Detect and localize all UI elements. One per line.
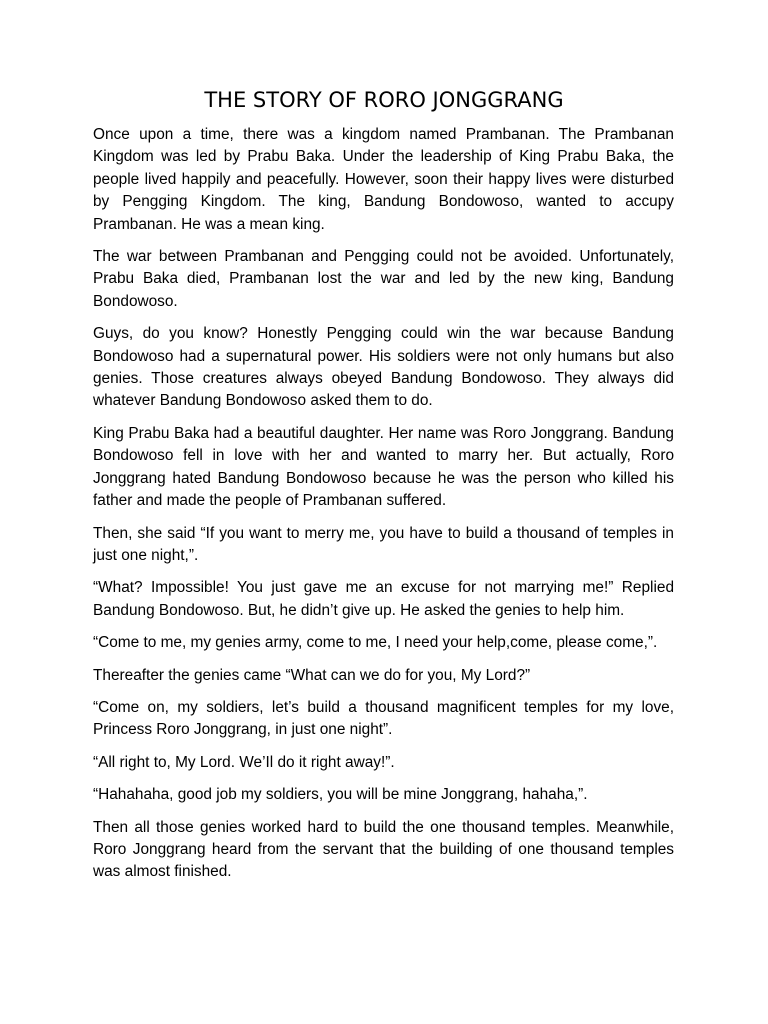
paragraph: “What? Impossible! You just gave me an excuse for not marrying me!” Replied Bandung Bondowoso. But, he didn’t give up. He asked the genies to help him. <box>93 579 674 619</box>
paragraph: “Hahahaha, good job my soldiers, you will be mine Jonggrang, hahaha,”. <box>93 786 588 804</box>
paragraph: The war between Prambanan and Pengging could not be avoided. Unfortunately, Prabu Baka died, Prambanan lost the war and led by the new king, Bandung Bondowoso. <box>93 248 674 310</box>
paragraph: King Prabu Baka had a beautiful daughter. Her name was Roro Jonggrang. Bandung Bondowoso fell in love with her and wanted to marry her. But actually, Roro Jonggrang hated Bandung Bondowoso because he was the person who killed his father and made the people of Prambanan suffered. <box>93 424 674 510</box>
paragraph: Then all those genies worked hard to build the one thousand temples. Meanwhile, Roro Jonggrang heard from the servant that the building of one thousand temples was almost finished. <box>93 818 674 881</box>
document-body <box>93 124 674 894</box>
document-title: THE STORY OF RORO JONGGRANG <box>204 88 564 112</box>
paragraph: “Come to me, my genies army, come to me, I need your help,come, please come,”. <box>93 634 658 652</box>
paragraph: Once upon a time, there was a kingdom named Prambanan. The Prambanan Kingdom was led by Prabu Baka. Under the leadership of King Prabu Baka, the people lived happily and peacefully. However, soon their happy lives were disturbed by Pengging Kingdom. The king, Bandung Bondowoso, wanted to accupy Prambanan. He was a mean king. <box>93 126 674 233</box>
paragraph: Thereafter the genies came “What can we do for you, My Lord?” <box>93 666 531 684</box>
paragraph: Then, she said “If you want to merry me, you have to build a thousand of temples in just one night,”. <box>93 524 674 564</box>
paragraph: Guys, do you know? Honestly Pengging could win the war because Bandung Bondowoso had a supernatural power. His soldiers were not only humans but also genies. Those creatures always obeyed Bandung Bondowoso. They always did whatever Bandung Bondowoso asked them to do. <box>93 325 674 410</box>
paragraph: “All right to, My Lord. We’Il do it right away!”. <box>93 753 395 771</box>
paragraph: “Come on, my soldiers, let’s build a thousand magnificent temples for my love, Princess Roro Jonggrang, in just one night”. <box>93 698 674 739</box>
